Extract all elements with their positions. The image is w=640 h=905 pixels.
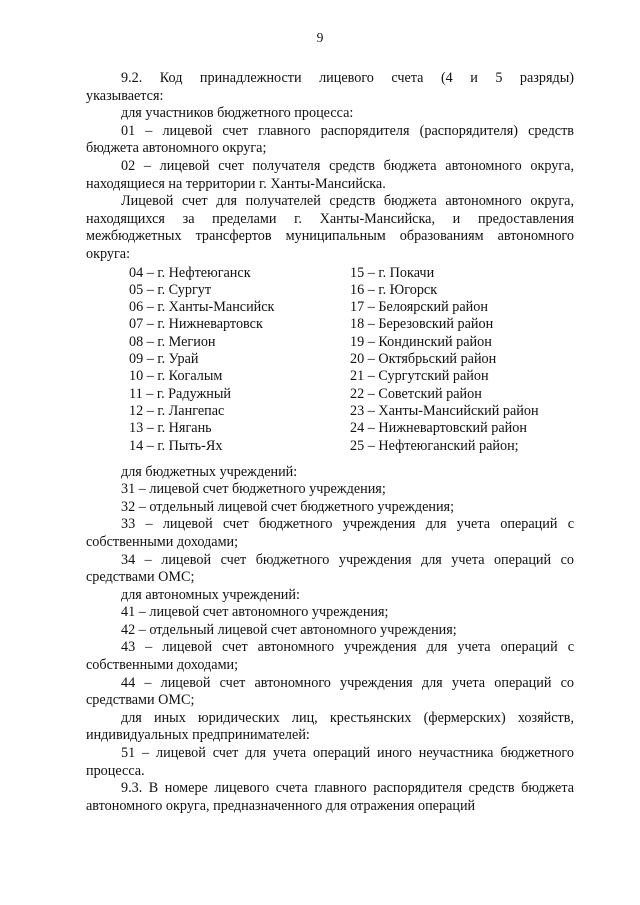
code-43-text: 43 – лицевой счет автономного учреждения для учета операций с собственными доходами; (86, 639, 574, 674)
municipality-code: 24 – Нижневартовский район (350, 420, 527, 437)
para-9-3: 9.3. В номере лицевого счета главного распорядителя средств бюджета автономного округа, предназначенного для отражения операций (86, 780, 574, 814)
code-02-text: 02 – лицевой счет получателя средств бюджета автономного округа, находящиеся на территории г. Ханты-Мансийска. (86, 157, 574, 192)
municipality-code: 19 – Кондинский район (350, 333, 492, 350)
municipality-code: 15 – г. Покачи (350, 264, 435, 281)
municipality-code: 09 – г. Урай (129, 351, 199, 368)
municipality-code: 07 – г. Нижневартовск (129, 316, 263, 333)
municipality-code: 05 – г. Сургут (129, 281, 212, 298)
municipality-code: 08 – г. Мегион (129, 333, 216, 350)
para-9-2-line1: 9.2. Код принадлежности лицевого счета (4 и 5 разряды) (121, 70, 574, 86)
code-42-text: 42 – отдельный лицевой счет автономного учреждения; (121, 621, 457, 638)
municipality-code: 25 – Нефтеюганский район; (350, 437, 519, 454)
municipality-codes-left (129, 265, 274, 455)
code-34-text: 34 – лицевой счет бюджетного учреждения для учета операций со средствами ОМС; (86, 551, 574, 586)
municipality-codes-right (350, 265, 539, 455)
municipality-code: 23 – Ханты-Мансийский район (350, 402, 539, 419)
municipality-code: 21 – Сургутский район (350, 368, 489, 385)
municipality-code: 11 – г. Радужный (129, 385, 231, 402)
page-number: 9 (316, 30, 324, 45)
budget-institutions-heading: для бюджетных учреждений: (121, 463, 298, 480)
other-entities-heading: для иных юридических лиц, крестьянских (фермерских) хозяйств, индивидуальных предпринимателей: (86, 709, 574, 744)
municipality-code: 17 – Белоярский район (350, 299, 488, 316)
code-51-text: 51 – лицевой счет для учета операций иного неучастника бюджетного процесса. (86, 745, 574, 779)
budget-participants-heading: для участников бюджетного процесса: (121, 105, 354, 122)
municipality-code: 06 – г. Ханты-Мансийск (129, 299, 275, 316)
document-body (86, 70, 574, 815)
municipality-code: 18 – Березовский район (350, 316, 494, 333)
outside-recipients-text: Лицевой счет для получателей средств бюджета автономного округа, находящихся за пределами г. Ханты-Мансийска, и предоставления межбюджетных трансфертов муниципальным образованиям автономного округа: (86, 193, 574, 262)
municipality-code: 22 – Советский район (350, 385, 482, 402)
municipality-code: 16 – г. Югорск (350, 281, 438, 298)
municipality-code: 12 – г. Лангепас (129, 402, 225, 419)
code-33-text: 33 – лицевой счет бюджетного учреждения для учета операций с собственными доходами; (86, 516, 574, 550)
municipality-codes (86, 264, 574, 454)
autonomous-institutions-heading: для автономных учреждений: (121, 586, 300, 603)
code-41-text: 41 – лицевой счет автономного учреждения; (121, 604, 389, 621)
code-01-text: 01 – лицевой счет главного распорядителя (распорядителя) средств бюджета автономного округа; (86, 122, 574, 157)
municipality-code: 14 – г. Пыть-Ях (129, 437, 223, 454)
code-32-text: 32 – отдельный лицевой счет бюджетного учреждения; (121, 498, 455, 515)
code-31-text: 31 – лицевой счет бюджетного учреждения; (121, 481, 386, 498)
para-9-2-line2: указывается: (86, 87, 164, 104)
municipality-code: 10 – г. Когалым (129, 368, 223, 385)
municipality-code: 04 – г. Нефтеюганск (129, 264, 251, 281)
municipality-code: 20 – Октябрьский район (350, 351, 497, 368)
municipality-code: 13 – г. Нягань (129, 420, 212, 437)
code-44-text: 44 – лицевой счет автономного учреждения для учета операций со средствами ОМС; (86, 674, 574, 709)
